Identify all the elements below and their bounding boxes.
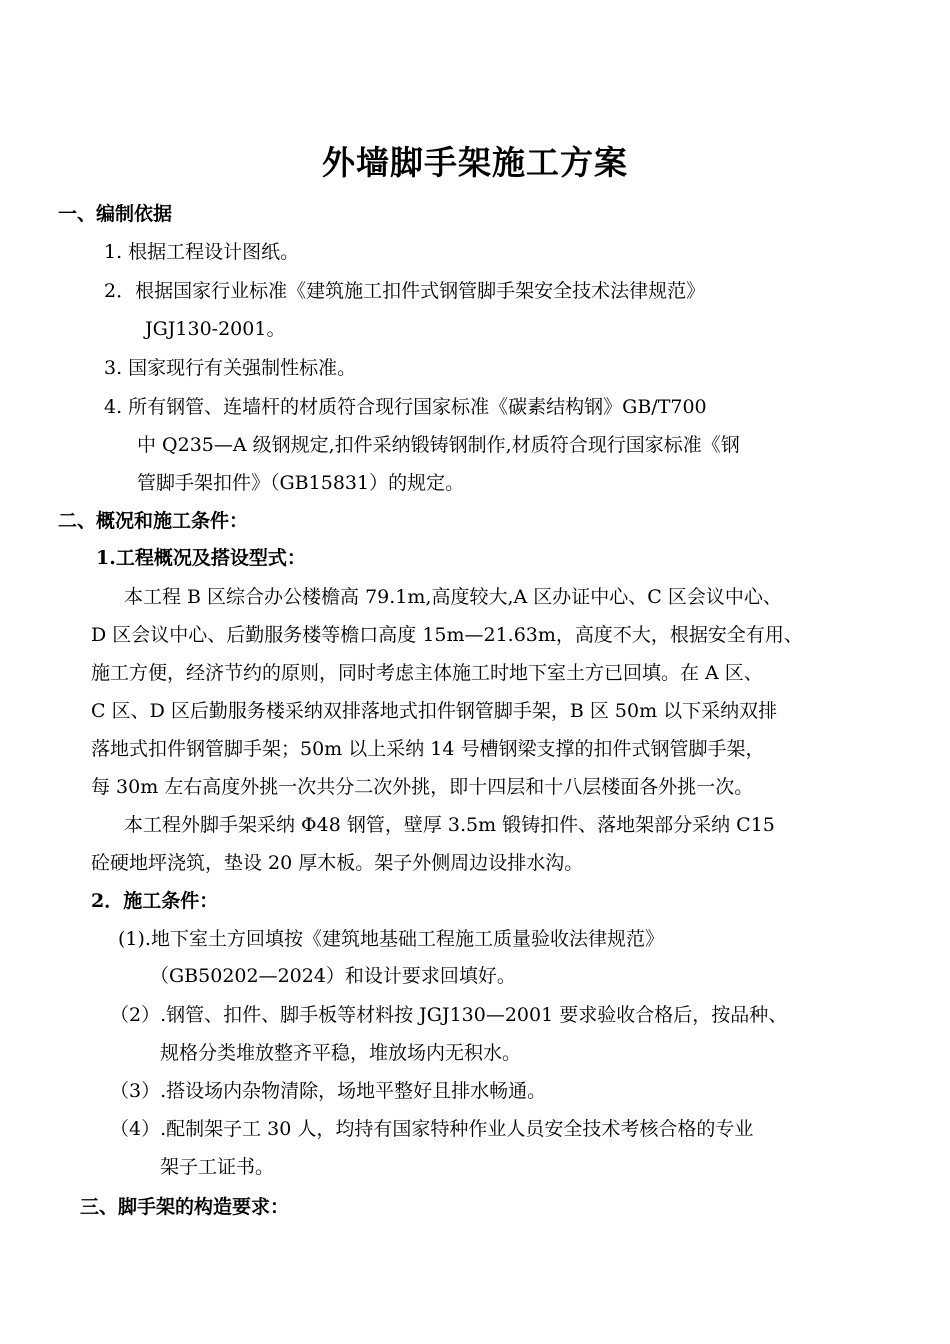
section-heading: 三、脚手架的构造要求：: [80, 1196, 290, 1218]
list-item: （2）.钢管、扣件、脚手板等材料按 JGJ130—2001 要求验收合格后，按品种、: [110, 1004, 788, 1026]
paragraph-line: C 区、D 区后勤服务楼采纳双排落地式扣件钢管脚手架，B 区 50m 以下采纳双排: [91, 700, 778, 722]
paragraph-line: 落地式扣件钢管脚手架；50m 以上采纳 14 号槽钢梁支撑的扣件式钢管脚手架，: [91, 738, 765, 760]
subsection-heading: 1.工程概况及搭设型式：: [96, 547, 306, 569]
list-item: 2．根据国家行业标准《建筑施工扣件式钢管脚手架安全技术法律规范》: [104, 280, 706, 302]
list-item: 中 Q235—A 级钢规定,扣件采纳锻铸钢制作,材质符合现行国家标准《钢: [137, 434, 740, 456]
list-item: (1).地下室土方回填按《建筑地基础工程施工质量验收法律规范》: [118, 928, 664, 950]
paragraph-line: 施工方便，经济节约的原则，同时考虑主体施工时地下室土方已回填。在 A 区、: [91, 662, 763, 684]
paragraph-line: 本工程 B 区综合办公楼檐高 79.1m,高度较大,A 区办证中心、C 区会议中心、: [124, 586, 782, 608]
list-item: （4）.配制架子工 30 人，均持有国家特种作业人员安全技术考核合格的专业: [110, 1118, 754, 1140]
list-item: （GB50202—2024）和设计要求回填好。: [150, 965, 516, 987]
list-item: JGJ130-2001。: [145, 318, 286, 340]
paragraph-line: D 区会议中心、后勤服务楼等檐口高度 15m—21.63m，高度不大，根据安全有用、: [91, 624, 803, 646]
list-item: 1. 根据工程设计图纸。: [104, 241, 300, 263]
list-item: （3）.搭设场内杂物清除，场地平整好且排水畅通。: [110, 1080, 547, 1102]
paragraph-line: 每 30m 左右高度外挑一次共分二次外挑，即十四层和十八层楼面各外挑一次。: [91, 776, 754, 798]
list-item: 规格分类堆放整齐平稳，堆放场内无积水。: [160, 1042, 522, 1064]
subsection-heading: 2．施工条件：: [91, 890, 219, 912]
list-item: 4. 所有钢管、连墙杆的材质符合现行国家标准《碳素结构钢》GB/T700: [104, 396, 707, 418]
paragraph-line: 本工程外脚手架采纳 Φ48 钢管，壁厚 3.5m 锻铸扣件、落地架部分采纳 C15: [124, 814, 775, 836]
list-item: 3. 国家现行有关强制性标准。: [104, 357, 357, 379]
list-item: 管脚手架扣件》（GB15831）的规定。: [137, 472, 465, 494]
document-title: 外墙脚手架施工方案: [322, 143, 628, 182]
paragraph-line: 砼硬地坪浇筑，垫设 20 厚木板。架子外侧周边设排水沟。: [91, 852, 584, 874]
section-heading: 二、概况和施工条件：: [58, 510, 249, 532]
section-heading: 一、编制依据: [58, 203, 173, 225]
list-item: 架子工证书。: [160, 1156, 275, 1178]
